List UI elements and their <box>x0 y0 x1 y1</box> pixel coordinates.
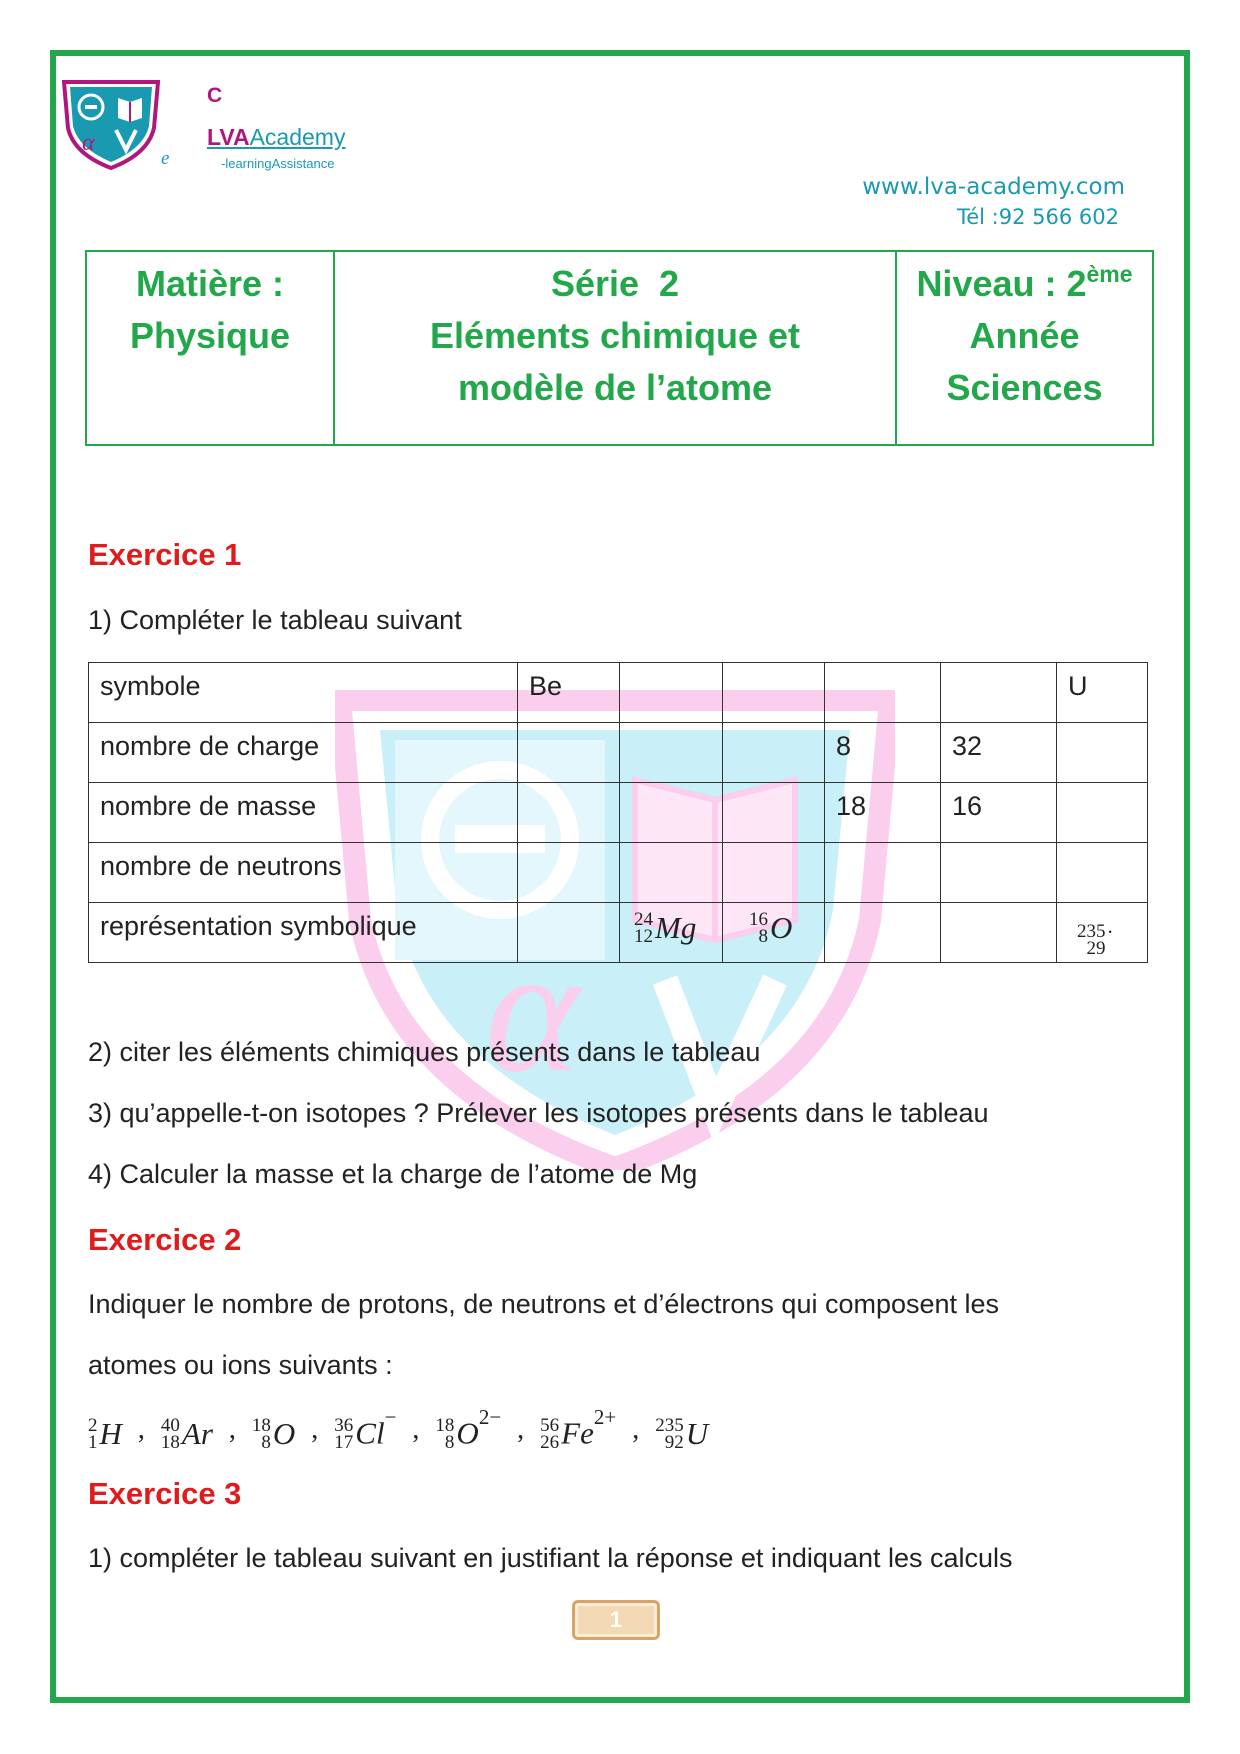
row-label: symbole <box>89 663 518 723</box>
website-link[interactable]: www.lva-academy.com <box>862 174 1125 200</box>
brand-c: C <box>207 84 223 107</box>
atomic-number: 8 <box>444 1431 455 1453</box>
exercice1-q3: 3) qu’appelle-t-on isotopes ? Prélever les isotopes présents dans le tableau <box>88 1098 989 1128</box>
isotope-species <box>435 1405 501 1452</box>
repr-o-cell <box>723 903 825 963</box>
niveau-superscript: ème <box>1086 261 1133 287</box>
element-symbol: O <box>456 1415 479 1451</box>
isotope-numbers <box>435 1414 455 1453</box>
table-cell: 32 <box>941 723 1057 783</box>
table-cell <box>518 903 620 963</box>
isotope-species <box>334 1405 396 1452</box>
atomic-number: 17 <box>334 1431 354 1453</box>
atomic-number: 92 <box>664 1431 684 1453</box>
isotope-numbers <box>749 908 768 947</box>
table-row-masse <box>89 783 1148 843</box>
element-symbol: Cl <box>355 1415 385 1451</box>
brand-lva: LVA <box>207 124 250 150</box>
matiere-label: Matière : <box>135 263 285 304</box>
mass-number: 235 <box>1077 920 1106 942</box>
isotope-numbers <box>160 1414 180 1453</box>
serie-title-line1: Eléments chimique et <box>429 315 801 356</box>
mass-number: 24 <box>634 908 653 930</box>
mass-number: 18 <box>435 1414 455 1436</box>
atomic-number: 12 <box>634 925 653 947</box>
isotope-species <box>161 1416 213 1452</box>
isotope-numbers <box>88 1414 98 1453</box>
table-cell <box>941 903 1057 963</box>
exercice3-q1: 1) compléter le tableau suivant en justifiant la réponse et indiquant les calculs <box>88 1543 1013 1573</box>
row-label: nombre de charge <box>89 723 518 783</box>
info-box <box>85 250 1154 446</box>
table-cell <box>620 723 723 783</box>
table-cell <box>941 663 1057 723</box>
atomic-number: 8 <box>261 1431 271 1453</box>
separator: , <box>632 1414 640 1445</box>
table-cell: Be <box>518 663 620 723</box>
contact-info <box>862 172 1125 232</box>
isotope-species <box>540 1405 616 1452</box>
isotope-numbers <box>334 1414 354 1453</box>
table-cell <box>941 843 1057 903</box>
atomic-number: 29 <box>1086 937 1106 959</box>
matiere-value: Physique <box>129 315 291 356</box>
ion-charge: − <box>384 1405 397 1429</box>
exercice2-text-line2: atomes ou ions suivants : <box>88 1350 393 1380</box>
niveau-line3: Sciences <box>946 367 1103 408</box>
brand-academy: Academy <box>249 124 346 150</box>
row-label: nombre de masse <box>89 783 518 843</box>
element-symbol: O <box>272 1415 296 1451</box>
isotope-numbers <box>655 1414 684 1453</box>
table-row-symbole <box>89 663 1148 723</box>
row-label: nombre de neutrons <box>89 843 518 903</box>
exercice1-q1: 1) Compléter le tableau suivant <box>88 605 462 635</box>
table-cell <box>1057 843 1148 903</box>
table-cell: 18 <box>825 783 941 843</box>
atomic-number: 1 <box>88 1431 98 1453</box>
table-cell: 16 <box>941 783 1057 843</box>
exercice2-text-line1: Indiquer le nombre de protons, de neutrons et d’électrons qui composent les <box>88 1289 1000 1319</box>
repr-mg-cell <box>620 903 723 963</box>
table-cell <box>518 723 620 783</box>
repr-u-cell <box>1057 903 1148 963</box>
element-symbol: Ar <box>181 1415 213 1451</box>
page-number: 1 <box>572 1600 660 1640</box>
table-cell <box>825 843 941 903</box>
table-cell <box>1057 723 1148 783</box>
matiere-cell <box>86 251 334 445</box>
atomic-number: 26 <box>540 1431 560 1453</box>
isotope-numbers <box>540 1414 560 1453</box>
isotope-numbers <box>634 908 653 947</box>
mass-number: 56 <box>540 1414 560 1436</box>
table-cell <box>518 843 620 903</box>
exercice1-q4: 4) Calculer la masse et la charge de l’atome de Mg <box>88 1159 698 1189</box>
species-list <box>88 1405 708 1452</box>
mass-number: 235 <box>655 1414 684 1436</box>
table-cell <box>723 783 825 843</box>
isotope-species <box>655 1416 708 1452</box>
atomic-number: 18 <box>160 1431 180 1453</box>
separator: , <box>412 1414 420 1445</box>
element-symbol: Mg <box>655 909 697 945</box>
lva-academy-logo <box>58 78 164 170</box>
niveau-cell <box>896 251 1153 445</box>
isotope-o <box>749 903 792 951</box>
svg-text:α: α <box>82 130 95 156</box>
exercice3-title: Exercice 3 <box>88 1476 242 1511</box>
ion-charge: 2+ <box>593 1405 617 1429</box>
separator: , <box>137 1414 145 1445</box>
table-cell <box>723 663 825 723</box>
table-cell <box>620 783 723 843</box>
table-row-neutrons <box>89 843 1148 903</box>
element-symbol: U <box>685 1415 709 1451</box>
element-symbol: . <box>1107 914 1113 938</box>
table-cell <box>620 843 723 903</box>
niveau-line2: Année <box>969 315 1080 356</box>
isotope-mg <box>634 903 696 951</box>
table-cell <box>723 843 825 903</box>
isotope-u <box>1077 903 1113 961</box>
table-row-representation <box>89 903 1148 963</box>
separator: , <box>228 1414 236 1445</box>
serie-label: Série 2 <box>550 263 680 304</box>
brand-block <box>207 84 346 171</box>
mass-number: 16 <box>749 908 768 930</box>
separator: , <box>517 1414 525 1445</box>
element-symbol: Fe <box>561 1415 594 1451</box>
table-cell <box>825 903 941 963</box>
exercice1-q2: 2) citer les éléments chimiques présents dans le tableau <box>88 1037 761 1067</box>
element-symbol: H <box>99 1415 122 1451</box>
table-cell <box>518 783 620 843</box>
niveau-label-line <box>898 258 1151 310</box>
phone-number: Tél :92 566 602 <box>956 205 1119 229</box>
exercice1-table <box>88 662 1148 963</box>
isotope-species <box>252 1416 295 1452</box>
row-label: représentation symbolique <box>89 903 518 963</box>
niveau-label: Niveau : 2 <box>916 263 1087 304</box>
isotope-species <box>88 1416 122 1452</box>
element-symbol: O <box>770 909 793 945</box>
svg-text:α: α <box>485 910 580 1109</box>
mass-number: 40 <box>160 1414 180 1436</box>
table-cell: U <box>1057 663 1148 723</box>
brand-subtitle: -learningAssistance <box>221 156 335 171</box>
table-cell <box>825 663 941 723</box>
table-row-charge <box>89 723 1148 783</box>
table-cell <box>1057 783 1148 843</box>
ion-charge: 2− <box>478 1405 502 1429</box>
brand-name <box>207 124 345 151</box>
isotope-numbers <box>251 1414 271 1453</box>
mass-number: 18 <box>251 1414 271 1436</box>
brand-e-mark: e <box>161 148 170 169</box>
atomic-number: 8 <box>758 925 768 947</box>
table-cell <box>620 663 723 723</box>
separator: , <box>311 1414 319 1445</box>
mass-number: 36 <box>334 1414 354 1436</box>
isotope-numbers <box>1077 920 1106 959</box>
serie-title-line2: modèle de l’atome <box>457 367 773 408</box>
table-cell: 8 <box>825 723 941 783</box>
serie-cell <box>334 251 896 445</box>
table-cell <box>723 723 825 783</box>
mass-number: 2 <box>88 1414 98 1436</box>
exercice1-title: Exercice 1 <box>88 537 242 572</box>
exercice2-title: Exercice 2 <box>88 1222 242 1257</box>
